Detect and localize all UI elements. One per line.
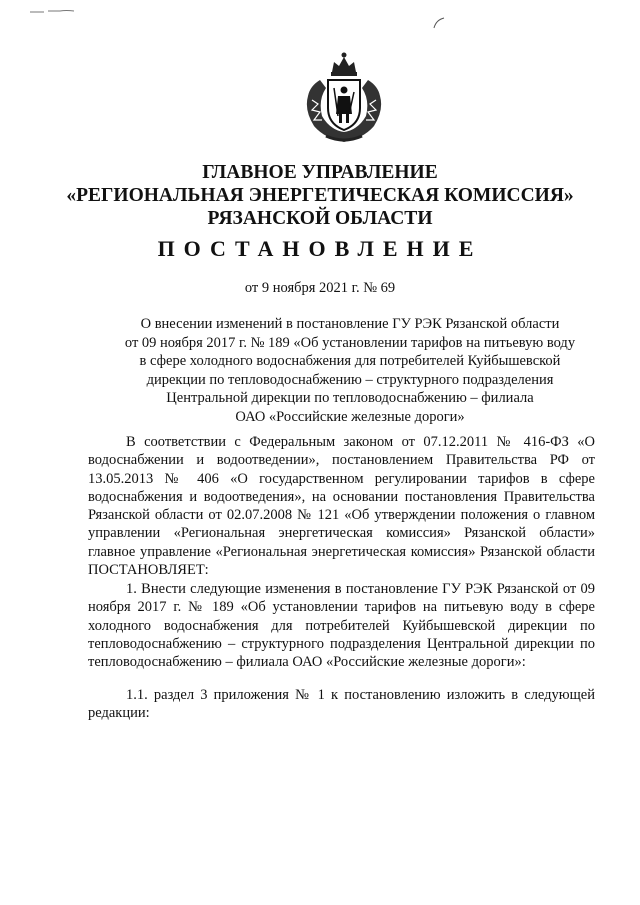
item-1-paragraph: 1. Внести следующие изменения в постановление ГУ РЭК Рязанской от 09 ноября 2017 г. № 189 «Об установлении тарифов на питьевую воду в сфере холодного водоснабжения для потребителей Куйбышевской дирекции по тепловодоснабжению – структурного подразделения Центральной дирекции по тепловодоснабжению – филиала ОАО «Российские железные дороги»: (88, 581, 595, 671)
header-line-3: РЯЗАНСКОЙ ОБЛАСТИ (207, 208, 433, 229)
subject-line: Центральной дирекции по тепловодоснабжению – филиала (166, 390, 534, 406)
subject-line: от 09 ноября 2017 г. № 189 «Об установлении тарифов на питьевую воду (124, 334, 576, 351)
item-1-1-paragraph: 1.1. раздел 3 приложения № 1 к постановлению изложить в следующей редакции: (88, 687, 595, 722)
ryazan-coat-of-arms-icon (298, 48, 390, 146)
subject-line: в сфере холодного водоснабжения для потребителей Куйбышевской (139, 353, 561, 369)
subject-line: дирекции по тепловодоснабжению – структурного подразделения (146, 371, 554, 388)
scan-mark (30, 8, 80, 14)
organization-header (0, 161, 640, 230)
document-subject (80, 315, 620, 426)
legal-basis-paragraph: В соответствии с Федеральным законом от 07.12.2011 № 416-ФЗ «О водоснабжении и водоотведении», постановлением Правительства РФ от 13.05.2013 № 406 «О государственном регулировании тарифов в сфере водоснабжения и водоотведения», на основании постановления Правительства Рязанской области от 02.07.2008 № 121 «Об утверждении положения о главном управлении «Региональная энергетическая комиссия» Рязанской области» главное управление «Региональная энергетическая комиссия» Рязанской области ПОСТАНОВЛЯЕТ: (88, 434, 595, 579)
subject-line: О внесении изменений в постановление ГУ РЭК Рязанской области (140, 316, 560, 332)
header-line-2: «РЕГИОНАЛЬНАЯ ЭНЕРГЕТИЧЕСКАЯ КОМИССИЯ» (66, 185, 574, 206)
subject-line: ОАО «Российские железные дороги» (235, 408, 465, 425)
document-date-number: от 9 ноября 2021 г. № 69 (244, 280, 396, 296)
document-type-title: ПОСТАНОВЛЕНИЕ (157, 236, 483, 261)
header-line-1: ГЛАВНОЕ УПРАВЛЕНИЕ (202, 162, 438, 183)
pen-mark (432, 16, 446, 30)
